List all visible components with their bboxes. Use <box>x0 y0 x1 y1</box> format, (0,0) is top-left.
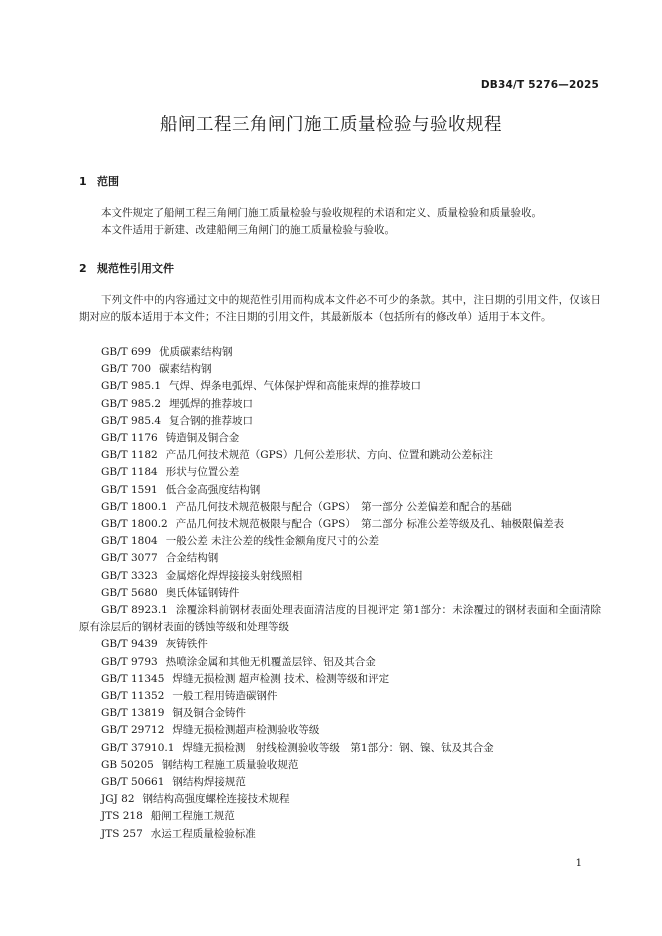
reference-code: GB/T 9439 <box>101 638 158 651</box>
reference-item <box>79 705 601 722</box>
reference-title: 钢结构工程施工质量验收规范 <box>161 758 299 771</box>
reference-item <box>79 722 601 739</box>
reference-code: GB/T 50661 <box>101 776 165 789</box>
reference-code: GB/T 1800.2 <box>101 518 168 531</box>
reference-code: GB/T 11352 <box>101 690 165 703</box>
reference-item <box>79 826 601 843</box>
reference-item <box>79 774 601 791</box>
reference-title: 焊缝无损检测 超声检测 技术、检测等级和评定 <box>172 672 390 685</box>
reference-code: GB/T 29712 <box>101 724 165 737</box>
reference-item <box>79 808 601 825</box>
reference-item <box>79 413 601 430</box>
reference-code: JTS 218 <box>101 810 143 823</box>
reference-title: 铸造铜及铜合金 <box>165 432 240 445</box>
reference-item <box>79 361 601 378</box>
reference-code: GB/T 9793 <box>101 655 158 668</box>
reference-item <box>79 688 601 705</box>
reference-title: 涂覆涂料前钢材表面处理表面清洁度的目视评定 第1部分：未涂覆过的钢材表面和全面清除原有涂层后的钢材表面的锈蚀等级和处理等级 <box>79 604 601 634</box>
reference-item <box>79 757 601 774</box>
section-number: 2 <box>79 262 87 275</box>
reference-code: GB/T 8923.1 <box>101 604 168 617</box>
reference-item <box>79 550 601 567</box>
reference-title: 一般公差 未注公差的线性金额角度尺寸的公差 <box>165 535 380 548</box>
reference-title: 产品几何技术规范极限与配合（GPS） 第一部分 公差偏差和配合的基础 <box>175 500 512 513</box>
reference-code: GB/T 1184 <box>101 466 158 479</box>
reference-code: GB/T 13819 <box>101 707 165 720</box>
reference-title: 灰铸铁件 <box>165 638 208 651</box>
references-intro-paragraph: 下列文件中的内容通过文中的规范性引用而构成本文件必不可少的条款。其中，注日期的引用文件，仅该日期对应的版本适用于本文件；不注日期的引用文件，其最新版本（包括所有的修改单）适用于本文件。 <box>79 294 601 324</box>
reference-title: 水运工程质量检验标准 <box>150 827 256 840</box>
reference-title: 焊缝无损检测 射线检测验收等级 第1部分：钢、镍、钛及其合金 <box>182 741 494 754</box>
reference-item <box>79 499 601 516</box>
reference-item <box>79 447 601 464</box>
reference-title: 奥氏体锰钢铸件 <box>165 586 240 599</box>
scope-paragraph-1: 本文件规定了船闸工程三角闸门施工质量检验与验收规程的术语和定义、质量检验和质量验收。 <box>101 207 542 219</box>
reference-title: 钢结构高强度螺栓连接技术规程 <box>142 793 290 806</box>
reference-title: 金属熔化焊焊接接头射线照相 <box>165 569 303 582</box>
reference-item <box>79 464 601 481</box>
reference-code: JGJ 82 <box>101 793 135 806</box>
reference-code: GB/T 1591 <box>101 483 158 496</box>
reference-item <box>79 654 601 671</box>
reference-item <box>79 430 601 447</box>
scope-paragraph-2: 本文件适用于新建、改建船闸三角闸门的施工质量检验与验收。 <box>101 224 395 236</box>
reference-code: GB/T 700 <box>101 363 152 376</box>
reference-item <box>79 533 601 550</box>
section-title: 规范性引用文件 <box>97 262 174 275</box>
reference-code: GB/T 985.2 <box>101 397 162 410</box>
reference-title: 优质碳素结构钢 <box>159 346 233 358</box>
reference-title: 埋弧焊的推荐坡口 <box>169 397 254 410</box>
reference-item <box>79 378 601 395</box>
reference-item <box>79 344 601 361</box>
reference-item <box>79 568 601 585</box>
reference-code: GB/T 985.4 <box>101 414 162 427</box>
reference-title: 气焊、焊条电弧焊、气体保护焊和高能束焊的推荐坡口 <box>169 380 422 393</box>
reference-list <box>79 344 601 843</box>
reference-title: 一般工程用铸造碳钢件 <box>172 690 278 703</box>
reference-code: GB/T 1176 <box>101 432 158 445</box>
section-heading-scope <box>79 173 119 189</box>
reference-item <box>79 740 601 757</box>
page-number: 1 <box>575 858 582 869</box>
reference-item <box>79 396 601 413</box>
reference-item <box>79 791 601 808</box>
reference-code: GB/T 985.1 <box>101 380 162 393</box>
reference-item <box>79 636 601 653</box>
section-number: 1 <box>79 175 87 188</box>
reference-code: GB/T 1804 <box>101 535 158 548</box>
section-title: 范围 <box>97 175 119 188</box>
reference-title: 铜及铜合金铸件 <box>172 707 246 720</box>
reference-code: GB/T 37910.1 <box>101 741 175 754</box>
reference-title: 船闸工程施工规范 <box>150 810 235 823</box>
reference-code: GB/T 5680 <box>101 586 158 599</box>
reference-code: GB/T 1800.1 <box>101 500 168 513</box>
reference-item <box>79 602 601 636</box>
reference-code: GB/T 699 <box>101 346 152 358</box>
reference-title: 产品几何技术规范（GPS）几何公差形状、方向、位置和跳动公差标注 <box>165 449 493 462</box>
reference-title: 形状与位置公差 <box>165 466 240 479</box>
reference-title: 复合钢的推荐坡口 <box>169 414 254 427</box>
reference-title: 钢结构焊接规范 <box>172 776 246 789</box>
reference-code: GB/T 1182 <box>101 449 158 462</box>
reference-code: GB/T 3323 <box>101 569 158 582</box>
reference-title: 产品几何技术规范极限与配合（GPS） 第二部分 标准公差等级及孔、轴极限偏差表 <box>175 518 564 531</box>
reference-title: 低合金高强度结构钢 <box>165 483 261 496</box>
reference-title: 热喷涂金属和其他无机覆盖层锌、铝及其合金 <box>165 655 376 668</box>
page-title: 船闸工程三角闸门施工质量检验与验收规程 <box>160 115 502 135</box>
reference-code: GB/T 3077 <box>101 552 158 565</box>
reference-code: GB/T 11345 <box>101 672 165 685</box>
reference-title: 合金结构钢 <box>165 552 219 565</box>
reference-code: JTS 257 <box>101 827 143 840</box>
section-heading-references <box>79 260 174 276</box>
reference-item <box>79 516 601 533</box>
reference-item <box>79 585 601 602</box>
document-code: DB34/T 5276—2025 <box>480 79 599 91</box>
reference-item <box>79 671 601 688</box>
reference-item <box>79 482 601 499</box>
reference-code: GB 50205 <box>101 758 154 771</box>
reference-title: 碳素结构钢 <box>159 363 212 376</box>
reference-title: 焊缝无损检测超声检测验收等级 <box>172 724 320 737</box>
